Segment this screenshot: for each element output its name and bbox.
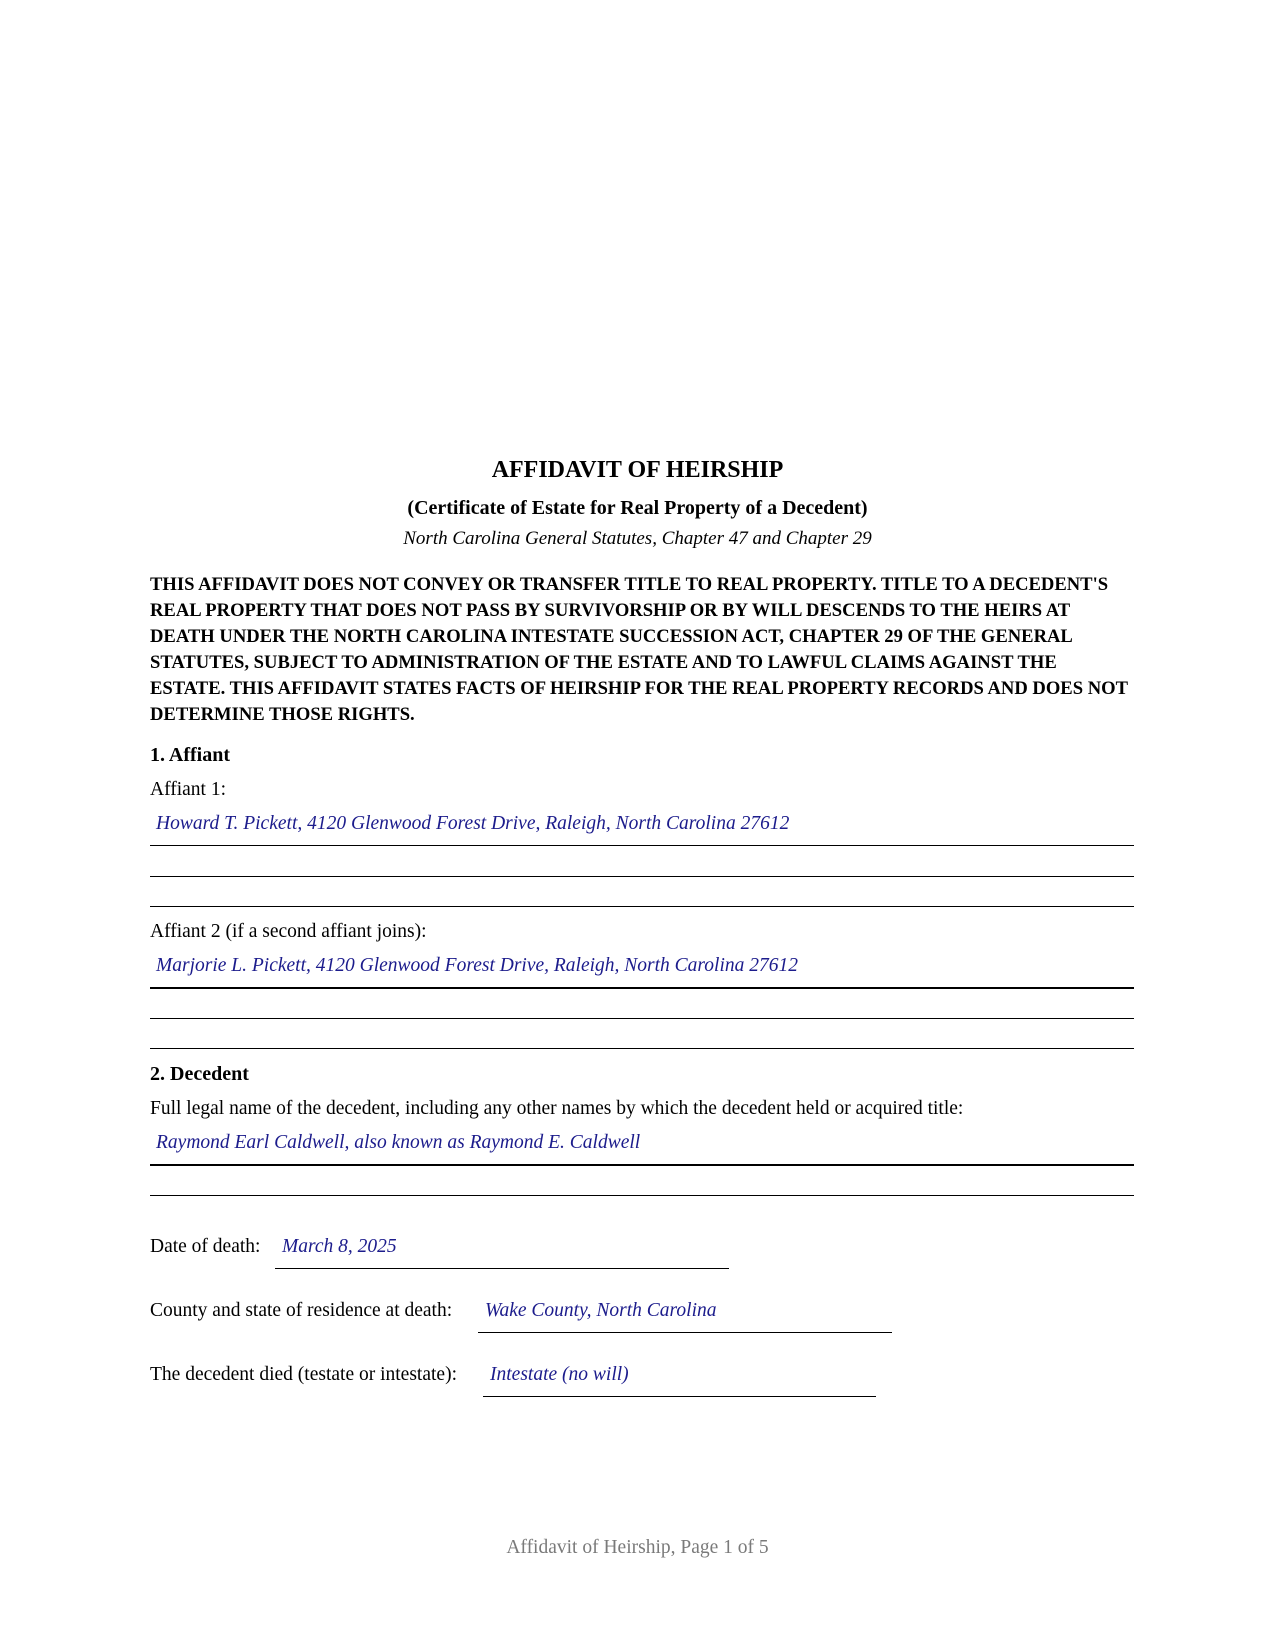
decedent-name-line-2: [150, 1195, 1134, 1196]
affiant1-label: Affiant 1:: [150, 779, 227, 800]
affiant2-label: Affiant 2 (if a second affiant joins):: [150, 921, 427, 942]
affiant1-field[interactable]: Howard T. Pickett, 4120 Glenwood Forest Drive, Raleigh, North Carolina 27612: [156, 813, 790, 834]
document-subtitle: (Certificate of Estate for Real Property of a Decedent): [407, 497, 868, 519]
statute-reference: North Carolina General Statutes, Chapter 47 and Chapter 29: [403, 528, 872, 549]
page-footer: Affidavit of Heirship, Page 1 of 5: [506, 1537, 769, 1558]
residence-line: [478, 1332, 892, 1333]
affiant2-line-3: [150, 1048, 1134, 1049]
testacy-label: The decedent died (testate or intestate):: [150, 1364, 457, 1385]
testacy-line: [483, 1396, 876, 1397]
legal-notice: THIS AFFIDAVIT DOES NOT CONVEY OR TRANSFER TITLE TO REAL PROPERTY. TITLE TO A DECEDENT'S REAL PROPERTY THAT DOES NOT PASS BY SURVIVORSHIP OR BY WILL DESCENDS TO THE HEIRS AT DEATH UNDER THE NORTH CAROLINA INTESTATE SUCCESSION ACT, CHAPTER 29 OF THE GENERAL STATUTES, SUBJECT TO ADMINISTRATION OF THE ESTATE AND TO LAWFUL CLAIMS AGAINST THE ESTATE. THIS AFFIDAVIT STATES FACTS OF HEIRSHIP FOR THE REAL PROPERTY RECORDS AND DOES NOT DETERMINE THOSE RIGHTS.: [150, 574, 1128, 725]
affiant1-line-2: [150, 876, 1134, 877]
date-of-death-label: Date of death:: [150, 1236, 261, 1257]
document-title: AFFIDAVIT OF HEIRSHIP: [491, 457, 784, 483]
affiant2-line-1: [150, 987, 1134, 989]
date-of-death-field[interactable]: March 8, 2025: [282, 1236, 397, 1257]
affiant1-line-3: [150, 906, 1134, 907]
residence-field[interactable]: Wake County, North Carolina: [485, 1300, 717, 1321]
affiant2-line-2: [150, 1018, 1134, 1019]
decedent-name-label: Full legal name of the decedent, including any other names by which the decedent held or acquired title:: [150, 1098, 964, 1119]
testacy-field[interactable]: Intestate (no will): [490, 1364, 629, 1385]
decedent-name-field[interactable]: Raymond Earl Caldwell, also known as Raymond E. Caldwell: [156, 1132, 641, 1153]
residence-label: County and state of residence at death:: [150, 1300, 453, 1321]
affiant1-line-1: [150, 845, 1134, 846]
section-heading-decedent: 2. Decedent: [150, 1063, 249, 1085]
decedent-name-line-1: [150, 1164, 1134, 1166]
date-of-death-line: [275, 1268, 729, 1269]
section-heading-affiant: 1. Affiant: [150, 744, 230, 766]
affiant2-field[interactable]: Marjorie L. Pickett, 4120 Glenwood Forest Drive, Raleigh, North Carolina 27612: [156, 955, 799, 976]
